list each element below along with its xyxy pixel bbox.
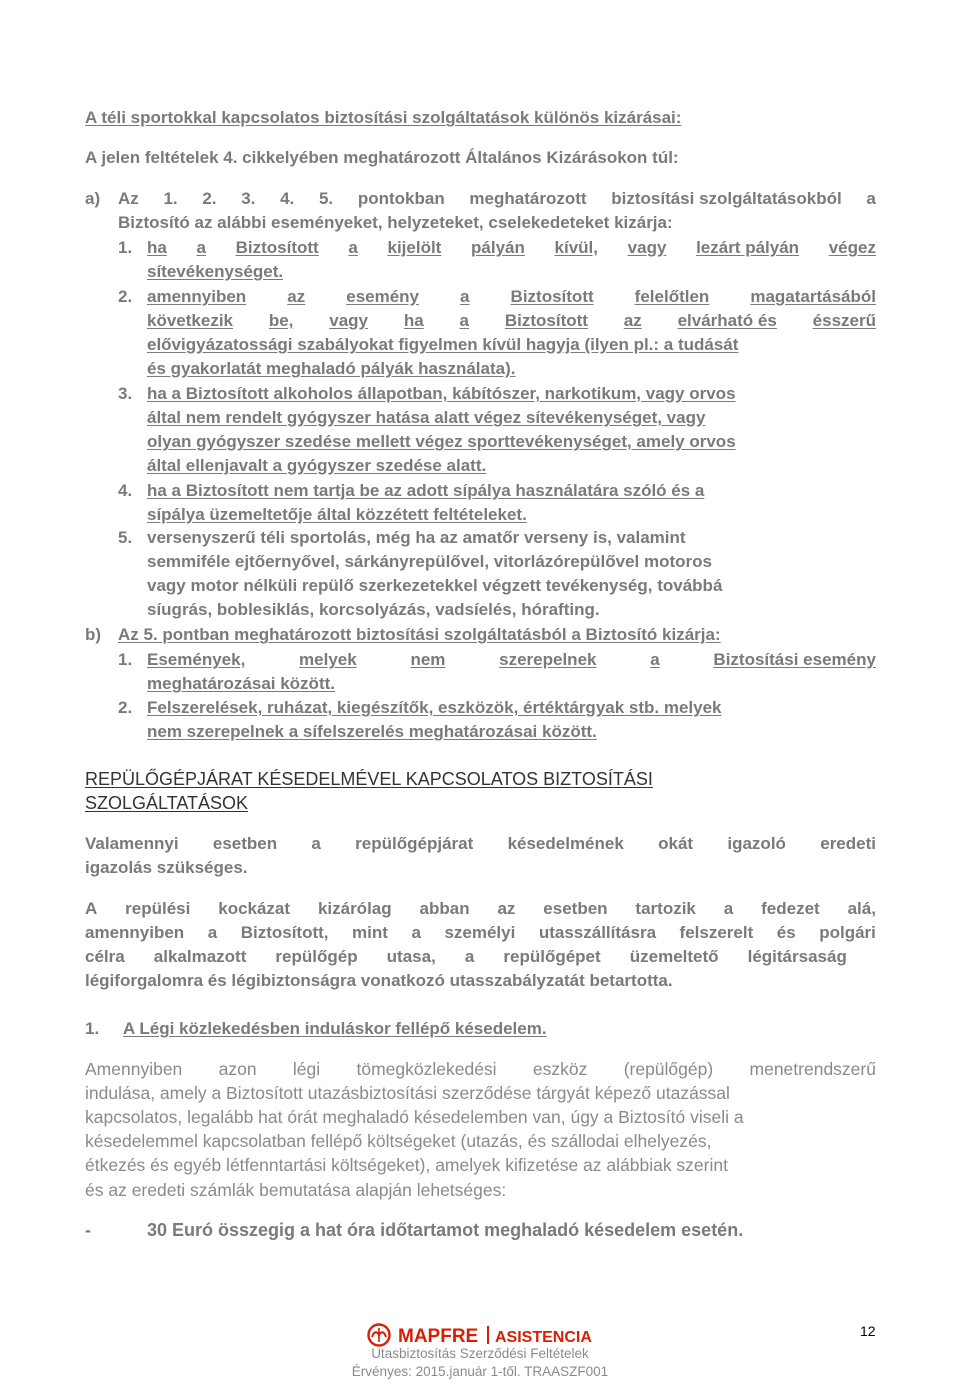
flight-item-1-title: A Légi közlekedésben induláskor fellépő késedelem. bbox=[123, 1019, 547, 1038]
item-b1-line-1: Események, melyek nem szerepelnek a Biztosítási esemény bbox=[147, 650, 876, 669]
logo-divider bbox=[487, 1326, 489, 1344]
item-b-marker: b) bbox=[85, 625, 102, 644]
item-5-line-3: vagy motor nélküli repülő szerkezetekkel végzett tevékenység, továbbá bbox=[147, 576, 723, 595]
item-b-line-1: Az 5. pontban meghatározott biztosítási szolgáltatásból a Biztosító kizárja: bbox=[118, 625, 721, 644]
logo-sub-text: ASISTENCIA bbox=[495, 1329, 592, 1346]
item-4-line-2: sípálya üzemeltetője által közzétett feltételeket. bbox=[147, 505, 527, 524]
item-b2-line-1: Felszerelések, ruházat, kiegészítők, eszközök, értéktárgyak stb. melyek bbox=[147, 698, 722, 717]
item-4-marker: 4. bbox=[118, 481, 133, 500]
item-5-line-4: síugrás, boblesiklás, korcsolyázás, vadsíelés, hórafting. bbox=[147, 600, 600, 619]
footer-validity: Érvényes: 2015.január 1-től. TRAASZF001 bbox=[351, 1364, 609, 1379]
item-1-line-2: sítevékenységet. bbox=[147, 262, 284, 281]
item-b2-marker: 2. bbox=[118, 698, 133, 717]
item-3-line-3: olyan gyógyszer szedése mellett végez sporttevékenységet, amely orvos bbox=[147, 432, 736, 451]
item-2-line-2: következik be, vagy ha a Biztosított az elvárható és ésszerű bbox=[147, 311, 876, 330]
item-4-line-1: ha a Biztosított nem tartja be az adott sípálya használatára szóló és a bbox=[147, 481, 705, 500]
footer-document-title: Utasbiztosítás Szerződési Feltételek bbox=[371, 1346, 589, 1361]
item-3-line-4: által ellenjavalt a gyógyszer szedése alatt. bbox=[147, 456, 487, 475]
section-heading-winter-sports: A téli sportokkal kapcsolatos biztosítási szolgáltatások különös kizárásai: bbox=[85, 108, 682, 127]
item-3-line-1: ha a Biztosított alkoholos állapotban, kábítószer, narkotikum, vagy orvos bbox=[147, 384, 736, 403]
flight-para-3-line-5: étkezés és egyéb létfenntartási költségeket), amelyek kifizetése az alábbiak szerint bbox=[85, 1155, 728, 1175]
item-a-line-2: Biztosító az alábbi eseményeket, helyzeteket, cselekedeteket kizárja: bbox=[118, 213, 673, 232]
item-2-line-4: és gyakorlatát meghaladó pályák használata). bbox=[147, 359, 516, 378]
section-heading-flight-delay-line-1: REPÜLŐGÉPJÁRAT KÉSEDELMÉVEL KAPCSOLATOS BIZTOSÍTÁSI bbox=[85, 769, 653, 789]
flight-item-1-marker: 1. bbox=[85, 1019, 100, 1038]
item-2-line-3: elővigyázatossági szabályokat figyelmen kívül hagyja (ilyen pl.: a tudását bbox=[147, 335, 739, 354]
mapfre-emblem-icon bbox=[369, 1325, 390, 1346]
item-a-line-1: Az 1. 2. 3. 4. 5. pontokban meghatározott biztosítási szolgáltatásokból a bbox=[118, 189, 876, 208]
item-b1-line-2: meghatározásai között. bbox=[147, 674, 335, 693]
page-number: 12 bbox=[860, 1323, 876, 1339]
intro-text: A jelen feltételek 4. cikkelyében meghatározott Általános Kizárásokon túl: bbox=[85, 148, 679, 167]
item-3-marker: 3. bbox=[118, 384, 133, 403]
item-5-line-1: versenyszerű téli sportolás, még ha az amatőr verseny is, valamint bbox=[147, 528, 686, 547]
bullet-text: 30 Euró összegig a hat óra időtartamot meghaladó késedelem esetén. bbox=[147, 1220, 744, 1240]
flight-para-2-line-4: légiforgalomra és légibiztonságra vonatkozó utasszabályzatát betartotta. bbox=[85, 971, 673, 990]
flight-para-2-line-1: A repülési kockázat kizárólag abban az esetben tartozik a fedezet alá, bbox=[85, 899, 876, 918]
item-a-marker: a) bbox=[85, 189, 101, 208]
mapfre-asistencia-logo bbox=[366, 1322, 594, 1348]
item-1-marker: 1. bbox=[118, 238, 133, 257]
item-3-line-2: által nem rendelt gyógyszer hatása alatt végez sítevékenységet, vagy bbox=[147, 408, 706, 427]
flight-para-3-line-1: Amennyiben azon légi tömegközlekedési eszköz (repülőgép) menetrendszerű bbox=[85, 1059, 876, 1079]
item-b2-line-2: nem szerepelnek a sífelszerelés meghatározásai között. bbox=[147, 722, 597, 741]
item-5-line-2: semmiféle ejtőernyővel, sárkányrepülővel, vitorlázórepülővel motoros bbox=[147, 552, 712, 571]
flight-para-2-line-3: célra alkalmazott repülőgép utasa, a repülőgépet üzemeltető légitársaság bbox=[85, 947, 847, 966]
item-b1-marker: 1. bbox=[118, 650, 133, 669]
item-2-marker: 2. bbox=[118, 287, 133, 306]
flight-para-3-line-3: kapcsolatos, legalább hat órát meghaladó késedelemben van, úgy a Biztosító viseli a bbox=[85, 1107, 744, 1127]
flight-para-3-line-4: késedelemmel kapcsolatban fellépő költségeket (utazás, és szállodai elhelyezés, bbox=[85, 1131, 712, 1151]
flight-para-3-line-6: és az eredeti számlák bemutatása alapján lehetséges: bbox=[85, 1180, 507, 1200]
item-5-marker: 5. bbox=[118, 528, 133, 547]
flight-para-2-line-2: amennyiben a Biztosított, mint a személyi utasszállításra felszerelt és polgári bbox=[85, 923, 876, 942]
item-1-line-1: ha a Biztosított a kijelölt pályán kívül, vagy lezárt pályán végez bbox=[147, 238, 876, 257]
item-2-line-1: amennyiben az esemény a Biztosított felelőtlen magatartásából bbox=[147, 287, 876, 306]
logo-brand-text: MAPFRE bbox=[398, 1326, 479, 1347]
flight-para-3-line-2: indulása, amely a Biztosított utazásbiztosítási szerződése tárgyát képező utazással bbox=[85, 1083, 730, 1103]
flight-para-1-line-1: Valamennyi esetben a repülőgépjárat késedelmének okát igazoló eredeti bbox=[85, 834, 876, 853]
flight-para-1-line-2: igazolás szükséges. bbox=[85, 858, 248, 877]
bullet-dash: - bbox=[85, 1220, 91, 1240]
section-heading-flight-delay-line-2: SZOLGÁLTATÁSOK bbox=[85, 793, 249, 813]
